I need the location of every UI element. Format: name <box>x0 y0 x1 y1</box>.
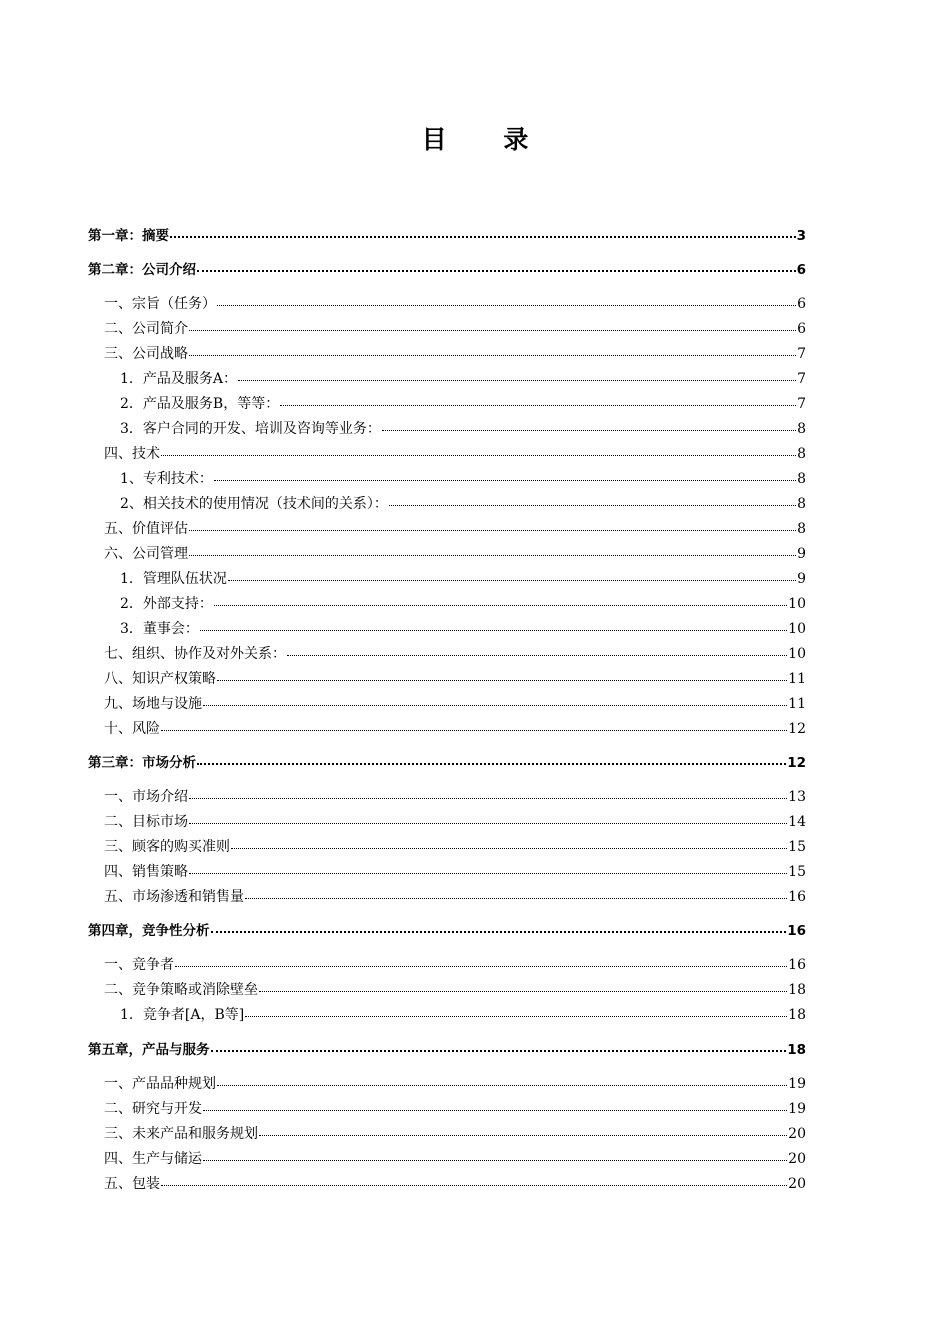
toc-entry-label: 第一章：摘要 <box>88 228 169 244</box>
toc-entry-label: 二、目标市场 <box>104 814 188 830</box>
toc-dot-leader <box>175 955 787 969</box>
toc-dot-leader <box>389 494 796 508</box>
toc-dot-leader <box>238 369 796 383</box>
toc-section-entry[interactable] <box>88 519 806 538</box>
toc-entry-label: 五、市场渗透和销售量 <box>104 889 244 905</box>
toc-dot-leader <box>287 644 787 658</box>
toc-entry-label: 1、专利技术： <box>120 471 213 487</box>
toc-dot-leader <box>211 1040 787 1054</box>
toc-dot-leader <box>228 569 796 583</box>
toc-page-number: 15 <box>788 864 806 880</box>
toc-section-entry[interactable] <box>88 344 806 363</box>
toc-section-entry[interactable] <box>88 594 806 613</box>
toc-dot-leader <box>245 887 787 901</box>
toc-section-entry[interactable] <box>88 494 806 513</box>
toc-page-number: 7 <box>797 371 806 387</box>
toc-section-entry[interactable] <box>88 862 806 881</box>
toc-page-number: 6 <box>797 321 806 337</box>
toc-section-entry[interactable] <box>88 887 806 906</box>
toc-dot-leader <box>211 921 787 935</box>
toc-section-entry[interactable] <box>88 980 806 999</box>
toc-section-entry[interactable] <box>88 694 806 713</box>
toc-section-entry[interactable] <box>88 1005 806 1024</box>
toc-entry-label: 四、生产与储运 <box>104 1151 202 1167</box>
toc-dot-leader <box>203 1099 787 1113</box>
toc-entry-label: 一、宗旨（任务） <box>104 296 216 312</box>
toc-dot-leader <box>189 787 787 801</box>
toc-section-entry[interactable] <box>88 1149 806 1168</box>
toc-section-entry[interactable] <box>88 419 806 438</box>
toc-section-entry[interactable] <box>88 369 806 388</box>
toc-page-number: 12 <box>788 721 806 737</box>
toc-page-number: 18 <box>788 982 806 998</box>
toc-page-number: 6 <box>797 296 806 312</box>
toc-dot-leader <box>259 980 787 994</box>
toc-section-entry[interactable] <box>88 955 806 974</box>
toc-chapter-entry[interactable] <box>88 921 806 940</box>
toc-section-entry[interactable] <box>88 837 806 856</box>
toc-entry-label: 八、知识产权策略 <box>104 671 216 687</box>
toc-entry-label: 一、产品品种规划 <box>104 1076 216 1092</box>
toc-dot-leader <box>214 594 787 608</box>
toc-page-number: 7 <box>797 396 806 412</box>
toc-page-number: 20 <box>788 1151 806 1167</box>
toc-entry-label: 五、包装 <box>104 1176 160 1192</box>
toc-dot-leader <box>280 394 796 408</box>
toc-dot-leader <box>161 444 796 458</box>
toc-entry-label: 六、公司管理 <box>104 546 188 562</box>
toc-entry-label: 第五章，产品与服务 <box>88 1042 210 1058</box>
toc-section-entry[interactable] <box>88 444 806 463</box>
toc-page-number: 10 <box>788 596 806 612</box>
toc-page-number: 11 <box>788 671 806 687</box>
toc-page-number: 7 <box>797 346 806 362</box>
toc-entry-label: 五、价值评估 <box>104 521 188 537</box>
toc-page-number: 8 <box>797 471 806 487</box>
toc-entry-label: 四、技术 <box>104 446 160 462</box>
toc-entry-label: 三、顾客的购买准则 <box>104 839 230 855</box>
toc-page-number: 8 <box>797 521 806 537</box>
toc-title: 目 录 <box>421 125 553 154</box>
toc-section-entry[interactable] <box>88 812 806 831</box>
toc-entry-label: 1．产品及服务A： <box>120 371 238 387</box>
toc-entry-label: 2．外部支持： <box>120 596 213 612</box>
toc-entry-label: 2、相关技术的使用情况（技术间的关系）： <box>120 496 388 512</box>
toc-dot-leader <box>161 719 787 733</box>
toc-section-entry[interactable] <box>88 394 806 413</box>
toc-entry-label: 九、场地与设施 <box>104 696 202 712</box>
toc-chapter-entry[interactable] <box>88 226 806 245</box>
toc-page-number: 16 <box>787 923 806 939</box>
toc-dot-leader <box>217 1074 787 1088</box>
toc-dot-leader <box>189 544 796 558</box>
toc-page-number: 19 <box>788 1101 806 1117</box>
toc-entry-label: 1．竞争者[A，B等] <box>120 1007 245 1023</box>
toc-page-number: 18 <box>788 1007 806 1023</box>
toc-section-entry[interactable] <box>88 669 806 688</box>
toc-dot-leader <box>189 344 796 358</box>
toc-dot-leader <box>231 837 787 851</box>
toc-entry-label: 二、竞争策略或消除壁垒 <box>104 982 258 998</box>
toc-page-number: 3 <box>796 228 806 244</box>
toc-chapter-entry[interactable] <box>88 260 806 279</box>
toc-section-entry[interactable] <box>88 1074 806 1093</box>
toc-section-entry[interactable] <box>88 319 806 338</box>
toc-entry-label: 四、销售策略 <box>104 864 188 880</box>
toc-entry-label: 第二章：公司介绍 <box>88 262 196 278</box>
toc-entry-label: 三、公司战略 <box>104 346 188 362</box>
toc-dot-leader <box>189 519 796 533</box>
toc-page-number: 20 <box>788 1126 806 1142</box>
toc-page-number: 10 <box>788 646 806 662</box>
toc-section-entry[interactable] <box>88 469 806 488</box>
toc-page-number: 8 <box>797 446 806 462</box>
toc-page-number: 6 <box>796 262 806 278</box>
toc-chapter-entry[interactable] <box>88 1040 806 1059</box>
toc-entry-label: 第四章，竞争性分析 <box>88 923 210 939</box>
toc-page-number: 12 <box>787 755 806 771</box>
toc-page-number: 20 <box>788 1176 806 1192</box>
toc-page-number: 11 <box>788 696 806 712</box>
toc-dot-leader <box>203 1149 787 1163</box>
toc-entry-label: 一、竞争者 <box>104 957 174 973</box>
toc-dot-leader <box>200 619 787 633</box>
toc-page-number: 15 <box>788 839 806 855</box>
toc-dot-leader <box>217 669 787 683</box>
toc-section-entry[interactable] <box>88 544 806 563</box>
toc-section-entry[interactable] <box>88 787 806 806</box>
toc-dot-leader <box>214 469 796 483</box>
toc-page-number: 16 <box>788 889 806 905</box>
toc-entry-label: 一、市场介绍 <box>104 789 188 805</box>
toc-entry-label: 十、风险 <box>104 721 160 737</box>
toc-page-number: 9 <box>797 571 806 587</box>
toc-entry-label: 第三章：市场分析 <box>88 755 196 771</box>
toc-dot-leader <box>217 294 796 308</box>
toc-dot-leader <box>197 260 796 274</box>
toc-entry-label: 七、组织、协作及对外关系： <box>104 646 286 662</box>
toc-entry-label: 二、研究与开发 <box>104 1101 202 1117</box>
toc-section-entry[interactable] <box>88 644 806 663</box>
toc-section-entry[interactable] <box>88 1174 806 1193</box>
toc-section-entry[interactable] <box>88 294 806 313</box>
toc-section-entry[interactable] <box>88 1099 806 1118</box>
toc-section-entry[interactable] <box>88 619 806 638</box>
toc-dot-leader <box>259 1124 787 1138</box>
toc-dot-leader <box>197 753 786 767</box>
toc-dot-leader <box>189 862 787 876</box>
toc-dot-leader <box>189 319 796 333</box>
toc-section-entry[interactable] <box>88 1124 806 1143</box>
toc-page-number: 18 <box>787 1042 806 1058</box>
toc-entry-label: 3．董事会： <box>120 621 199 637</box>
toc-chapter-entry[interactable] <box>88 753 806 772</box>
toc-page-number: 10 <box>788 621 806 637</box>
toc-entry-label: 二、公司简介 <box>104 321 188 337</box>
toc-page-number: 19 <box>788 1076 806 1092</box>
toc-entry-label: 三、未来产品和服务规划 <box>104 1126 258 1142</box>
toc-section-entry[interactable] <box>88 569 806 588</box>
toc-page-number: 9 <box>797 546 806 562</box>
toc-dot-leader <box>382 419 796 433</box>
toc-dot-leader <box>203 694 787 708</box>
toc-dot-leader <box>161 1174 787 1188</box>
toc-section-entry[interactable] <box>88 719 806 738</box>
toc-entry-label: 3．客户合同的开发、培训及咨询等业务： <box>120 421 381 437</box>
toc-dot-leader <box>170 226 796 240</box>
toc-page-number: 13 <box>788 789 806 805</box>
toc-entry-label: 2．产品及服务B，等等： <box>120 396 280 412</box>
toc-page-number: 8 <box>797 421 806 437</box>
toc-dot-leader <box>245 1005 787 1019</box>
toc-dot-leader <box>189 812 787 826</box>
toc-page-number: 8 <box>797 496 806 512</box>
toc-page-number: 14 <box>788 814 806 830</box>
toc-entry-label: 1．管理队伍状况 <box>120 571 227 587</box>
toc-page-number: 16 <box>788 957 806 973</box>
